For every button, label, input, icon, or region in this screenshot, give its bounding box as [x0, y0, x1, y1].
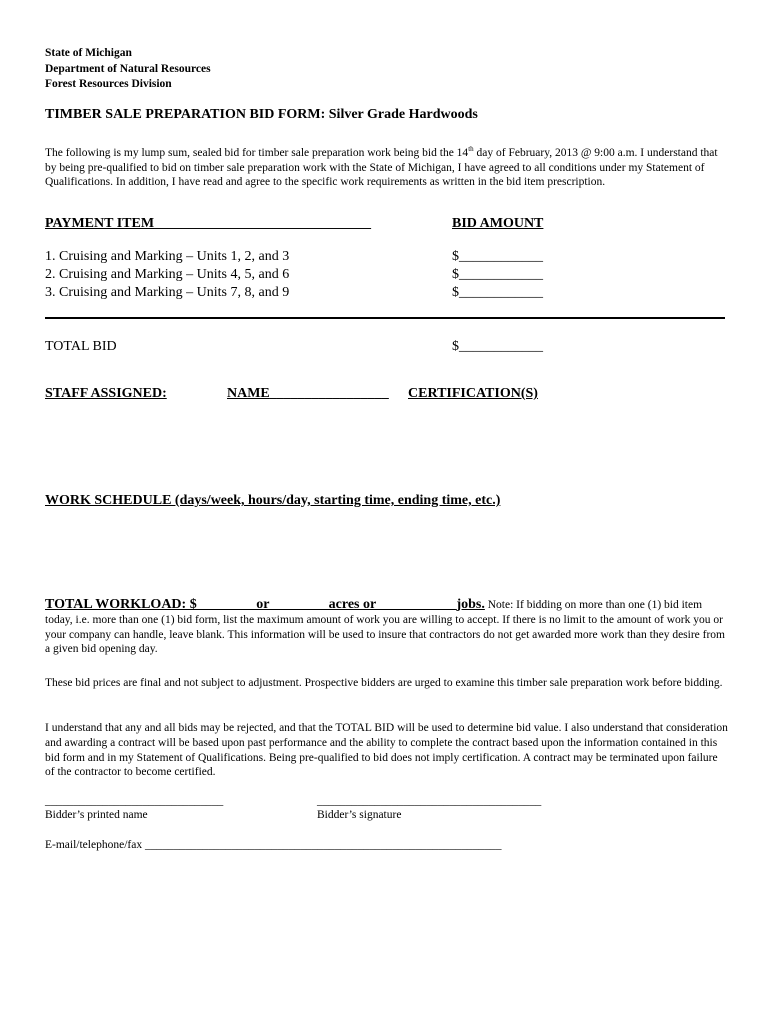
signature-line[interactable]: _______________________________________ — [317, 795, 542, 807]
agency-division: Forest Resources Division — [45, 78, 172, 90]
understanding-paragraph: I understand that any and all bids may be rejected, and that the TOTAL BID will be used to determine bid value. I also understand that consideration and awarding a contract will be based upon past performance and the ability to complete the contract based upon the information contained in this bid form and in my Statement of Qualifications. Being pre-qualified to bid does not imply certification. A contract may be terminated upon failure of the contractor to become certified. — [45, 722, 728, 779]
intro-text-rest: day of February, 2013 @ 9:00 a.m. I understand that by being pre-qualified to bid on timber sale preparation work with the State of Michigan, I have agreed to all conditions under my Statement of Qualifications. In addition, I have read and agree to the specific work requirements as written in the bid item prescription. — [45, 146, 718, 189]
workload-note-rest: bid item today, i.e. more than one (1) bid form, list the maximum amount of work you are willing to accept. If there is no limit to the amount of work you or your company can handle, leave blank. This information will be used to insure that contractors do not get awarded more work than they desire from a given bid opening day. — [45, 599, 726, 656]
agency-department: Department of Natural Resources — [45, 63, 211, 75]
printed-name-label: Bidder’s printed name — [45, 809, 148, 821]
payment-item-3: 3. Cruising and Marking – Units 7, 8, and 9 — [45, 285, 290, 300]
intro-superscript: th — [468, 145, 474, 153]
payment-item-underline: _______________________________ — [154, 216, 372, 231]
payment-item-label: PAYMENT ITEM — [45, 216, 155, 231]
printed-name-line[interactable]: _______________________________ — [45, 795, 224, 807]
workload-section — [45, 598, 730, 657]
staff-name-label: NAME — [227, 386, 270, 401]
staff-certification-header: CERTIFICATION(S) — [408, 386, 538, 401]
contact-line[interactable]: ______________________________________________________________ — [144, 839, 502, 851]
contact-label: E-mail/telephone/fax — [45, 839, 143, 851]
bid-amount-header: BID AMOUNT — [452, 216, 544, 231]
form-title: TIMBER SALE PREPARATION BID FORM: Silver Grade Hardwoods — [45, 107, 478, 122]
intro-text-start: The following is my lump sum, sealed bid for timber sale preparation work being bid the 14 — [45, 146, 469, 159]
staff-name-underline: _________________ — [269, 386, 389, 401]
payment-amount-2[interactable]: $____________ — [452, 267, 543, 282]
section-divider — [45, 317, 725, 319]
total-workload-label: TOTAL WORKLOAD: $________ or ________acres or ___________jobs. — [45, 597, 485, 612]
workload-note-start: Note: If bidding on more than one (1) — [487, 599, 662, 611]
agency-state: State of Michigan — [45, 47, 132, 59]
payment-item-header — [45, 216, 371, 232]
work-schedule-header: WORK SCHEDULE (days/week, hours/day, starting time, ending time, etc.) — [45, 493, 501, 508]
intro-paragraph — [45, 142, 730, 190]
total-bid-label: TOTAL BID — [45, 339, 117, 354]
staff-name-header — [227, 386, 389, 402]
payment-item-1: 1. Cruising and Marking – Units 1, 2, and 3 — [45, 249, 290, 264]
payment-amount-1[interactable]: $____________ — [452, 249, 543, 264]
staff-assigned-label: STAFF ASSIGNED: — [45, 386, 167, 401]
final-prices-paragraph: These bid prices are final and not subject to adjustment. Prospective bidders are urged to examine this timber sale preparation work before bidding. — [45, 677, 723, 689]
payment-amount-3[interactable]: $____________ — [452, 285, 543, 300]
total-bid-amount[interactable]: $____________ — [452, 339, 543, 354]
signature-label: Bidder’s signature — [317, 809, 402, 821]
payment-item-2: 2. Cruising and Marking – Units 4, 5, and 6 — [45, 267, 290, 282]
contact-row — [45, 839, 501, 851]
